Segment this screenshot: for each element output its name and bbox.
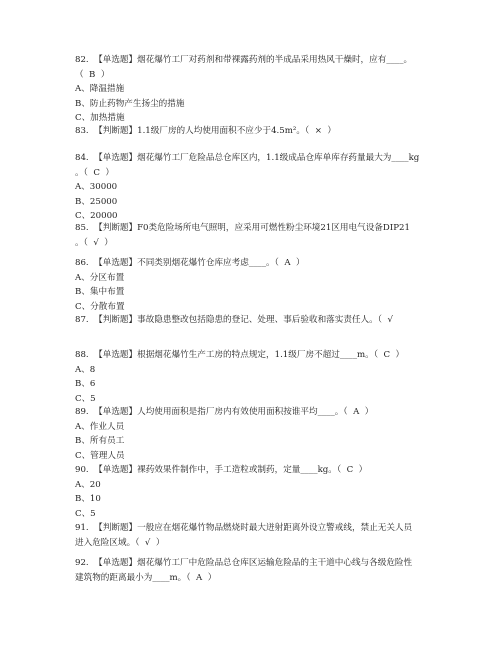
option-c: C、5: [75, 508, 96, 519]
question-answer: 。（ √ ）: [75, 237, 113, 248]
option-a: A、降温措施: [75, 84, 125, 94]
option-c: C、分散布置: [75, 301, 125, 312]
question-text: 83. 【判断题】1.1级厂房的人均使用面积不应少于4.5m²。（ × ）: [75, 126, 336, 136]
question-90: [75, 463, 445, 521]
question-83: [75, 124, 445, 139]
option-a: A、30000: [75, 182, 118, 192]
question-88: [75, 348, 445, 406]
question-text: 92. 【单选题】烟花爆竹工厂中危险品总仓库区运输危险品的主干道中心线与各级危险性: [75, 558, 413, 568]
question-92: [75, 556, 445, 585]
option-a: A、20: [75, 479, 101, 490]
question-87: [75, 313, 445, 328]
option-c: C、5: [75, 393, 96, 404]
question-text: 87. 【判断题】事故隐患整改包括隐患的登记、处理、事后验收和落实责任人。（ √: [75, 315, 393, 325]
question-answer: 。（ C ）: [75, 167, 114, 178]
question-text-cont: 进入危险区域。（ √ ）: [75, 537, 165, 548]
question-89: [75, 405, 445, 463]
option-b: B、10: [75, 494, 101, 504]
option-b: B、25000: [75, 196, 118, 207]
question-85: [75, 221, 445, 250]
question-text: 86. 【单选题】不同类别烟花爆竹仓库应考虑____。（ A ）: [75, 258, 305, 268]
question-text: 84. 【单选题】烟花爆竹工厂危险品总仓库区内，1.1级成品仓库单库存药量最大为____kg: [75, 153, 420, 163]
option-c: C、加热措施: [75, 113, 125, 123]
question-text: 90. 【单选题】裸药效果件制作中，手工造粒或制药，定量____kg。（ C ）: [75, 465, 368, 475]
question-text: 88. 【单选题】根据烟花爆竹生产工房的特点规定，1.1级厂房不超过____m。（ C ）: [75, 350, 405, 360]
question-text: 82. 【单选题】烟花爆竹工厂对药剂和带裸露药剂的半成品采用热风干燥时，应有____。: [75, 55, 413, 65]
option-c: C、管理人员: [75, 450, 125, 461]
option-b: B、所有员工: [75, 436, 125, 446]
option-a: A、分区布置: [75, 272, 125, 283]
option-b: B、集中布置: [75, 287, 125, 297]
option-a: A、作业人员: [75, 421, 125, 432]
question-91: [75, 521, 445, 550]
question-text: 89. 【单选题】人均使用面积是指厂房内有效使用面积按谁平均____。（ A ）: [75, 407, 374, 417]
question-84: [75, 151, 445, 224]
question-answer: （ B ）: [75, 69, 110, 80]
question-text: 91. 【判断题】一般应在烟花爆竹物品燃烧时最大迸射距离外设立警戒线，禁止无关人员: [75, 523, 413, 533]
option-b: B、防止药物产生扬尘的措施: [75, 98, 185, 109]
option-a: A、8: [75, 364, 96, 375]
question-82: [75, 53, 445, 126]
question-text-cont: 建筑物的距离最小为____m。（ A ）: [75, 572, 217, 583]
option-c: C、20000: [75, 211, 118, 221]
option-b: B、6: [75, 379, 96, 389]
question-86: [75, 256, 445, 314]
question-text: 85. 【判断题】F0类危险场所电气照明，应采用可燃性粉尘环境21区用电气设备DIP21: [75, 223, 410, 233]
